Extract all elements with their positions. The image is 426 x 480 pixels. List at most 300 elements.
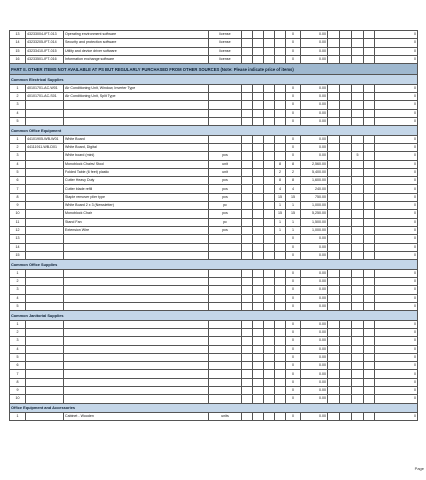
qty-cell	[264, 328, 275, 336]
qty-cell	[328, 143, 340, 151]
qty-cell	[275, 286, 286, 294]
qty-cell	[328, 251, 340, 259]
qty-cell	[253, 31, 264, 39]
qty-cell	[275, 362, 286, 370]
qty-cell	[253, 193, 264, 201]
amount-cell: 0.00	[301, 286, 328, 294]
item-code-cell: 44111911-WB-D01	[26, 143, 64, 151]
item-no-cell: 5	[10, 302, 26, 310]
qty-cell	[364, 117, 375, 125]
qty-cell	[328, 109, 340, 117]
total-qty-cell: 0	[286, 353, 301, 361]
item-description-cell	[64, 302, 209, 310]
unit-cell: pcs	[209, 210, 242, 218]
item-description-cell	[64, 294, 209, 302]
qty-cell	[352, 210, 364, 218]
item-code-cell	[26, 337, 64, 345]
amount-cell: 0.00	[301, 337, 328, 345]
qty-cell	[242, 277, 253, 285]
qty-cell	[264, 193, 275, 201]
item-code-cell	[26, 320, 64, 328]
table-row	[10, 47, 418, 55]
total-qty-cell: 1	[286, 202, 301, 210]
qty-cell	[242, 269, 253, 277]
qty-cell	[253, 168, 264, 176]
table-row	[10, 135, 418, 143]
qty-cell	[328, 218, 340, 226]
qty-cell	[340, 47, 352, 55]
item-no-cell: 7	[10, 185, 26, 193]
total-qty-cell: 0	[286, 378, 301, 386]
item-code-cell: 44101905-WB-W01	[26, 135, 64, 143]
table-row	[10, 143, 418, 151]
qty-cell	[242, 101, 253, 109]
unit-cell: pcs	[209, 185, 242, 193]
item-description-cell: Operating environment software	[64, 31, 209, 39]
qty-cell	[242, 168, 253, 176]
qty-cell	[242, 47, 253, 55]
qty-cell	[364, 235, 375, 243]
qty-cell	[242, 386, 253, 394]
item-no-cell: 6	[10, 362, 26, 370]
item-code-cell: 43233501-IFT-016	[26, 55, 64, 63]
qty-cell	[340, 193, 352, 201]
qty-cell	[328, 177, 340, 185]
qty-cell	[364, 152, 375, 160]
total-qty-cell: 0	[286, 337, 301, 345]
item-code-cell	[26, 362, 64, 370]
qty-cell	[364, 251, 375, 259]
qty-cell	[352, 117, 364, 125]
qty-cell	[242, 39, 253, 47]
item-description-cell: Air Conditioning Unit, Window, Inverter Type	[64, 84, 209, 92]
total-qty-cell: 0	[286, 47, 301, 55]
item-code-cell	[26, 386, 64, 394]
qty-cell	[364, 345, 375, 353]
qty-cell	[253, 143, 264, 151]
qty-cell	[352, 109, 364, 117]
qty-cell	[364, 92, 375, 100]
item-description-cell	[64, 117, 209, 125]
qty-cell	[328, 328, 340, 336]
amount-cell: 0.00	[301, 235, 328, 243]
qty-cell	[253, 84, 264, 92]
item-no-cell: 1	[10, 135, 26, 143]
item-description-cell	[64, 251, 209, 259]
amount-cell: 0.00	[301, 353, 328, 361]
table-row	[10, 226, 418, 234]
qty-cell	[340, 251, 352, 259]
qty-cell	[340, 210, 352, 218]
qty-cell	[328, 269, 340, 277]
qty-cell	[340, 286, 352, 294]
qty-cell	[328, 277, 340, 285]
qty-cell	[328, 294, 340, 302]
qty-cell	[242, 302, 253, 310]
total-amount-cell: 0	[375, 185, 418, 193]
qty-cell	[275, 395, 286, 403]
qty-cell	[275, 302, 286, 310]
amount-cell: 0.00	[301, 31, 328, 39]
item-code-cell	[26, 210, 64, 218]
total-amount-cell: 0	[375, 210, 418, 218]
qty-cell	[275, 277, 286, 285]
qty-cell	[275, 135, 286, 143]
qty-cell	[340, 135, 352, 143]
qty-cell	[340, 294, 352, 302]
item-code-cell: 43233205-IFT-014	[26, 39, 64, 47]
amount-cell: 750.00	[301, 193, 328, 201]
item-code-cell	[26, 345, 64, 353]
qty-cell	[253, 55, 264, 63]
item-description-cell: Monoblock Chairs/ Stool	[64, 160, 209, 168]
table-row	[10, 337, 418, 345]
qty-cell	[264, 210, 275, 218]
total-qty-cell: 0	[286, 413, 301, 421]
qty-cell	[352, 235, 364, 243]
table-row	[10, 302, 418, 310]
qty-cell	[352, 143, 364, 151]
section-title: Common Janitorial Supplies	[10, 311, 418, 321]
qty-cell	[352, 328, 364, 336]
qty-cell	[328, 226, 340, 234]
unit-cell: pcs	[209, 152, 242, 160]
item-description-cell: Information exchange software	[64, 55, 209, 63]
qty-cell	[264, 143, 275, 151]
item-no-cell: 12	[10, 226, 26, 234]
item-description-cell: Cutter blade refill	[64, 185, 209, 193]
qty-cell	[340, 185, 352, 193]
qty-cell	[352, 55, 364, 63]
item-description-cell	[64, 386, 209, 394]
amount-cell: 0.00	[301, 39, 328, 47]
table-row	[10, 413, 418, 421]
item-code-cell	[26, 109, 64, 117]
table-row	[10, 193, 418, 201]
amount-cell: 0.00	[301, 47, 328, 55]
item-no-cell: 15	[10, 47, 26, 55]
qty-cell	[253, 294, 264, 302]
qty-cell	[242, 84, 253, 92]
qty-cell	[340, 218, 352, 226]
unit-cell	[209, 362, 242, 370]
qty-cell	[364, 168, 375, 176]
item-description-cell: Staple remover plier type	[64, 193, 209, 201]
unit-cell: pcs	[209, 177, 242, 185]
unit-cell	[209, 243, 242, 251]
amount-cell: 0.00	[301, 92, 328, 100]
section-header-row	[10, 126, 418, 136]
qty-cell	[264, 101, 275, 109]
item-no-cell: 3	[10, 337, 26, 345]
qty-cell	[264, 160, 275, 168]
qty-cell	[364, 109, 375, 117]
qty-cell	[340, 226, 352, 234]
qty-cell	[264, 294, 275, 302]
qty-cell: 4	[275, 185, 286, 193]
qty-cell	[242, 135, 253, 143]
qty-cell	[364, 353, 375, 361]
qty-cell	[275, 143, 286, 151]
item-no-cell: 4	[10, 109, 26, 117]
unit-cell	[209, 117, 242, 125]
qty-cell	[275, 251, 286, 259]
total-qty-cell: 4	[286, 185, 301, 193]
total-qty-cell: 0	[286, 302, 301, 310]
item-code-cell	[26, 117, 64, 125]
qty-cell	[340, 101, 352, 109]
item-description-cell: Security and protection software	[64, 39, 209, 47]
qty-cell	[253, 386, 264, 394]
item-description-cell	[64, 378, 209, 386]
item-no-cell: 10	[10, 210, 26, 218]
qty-cell	[364, 386, 375, 394]
qty-cell	[253, 135, 264, 143]
qty-cell	[364, 320, 375, 328]
total-amount-cell: 0	[375, 168, 418, 176]
qty-cell	[275, 243, 286, 251]
item-no-cell: 2	[10, 143, 26, 151]
qty-cell	[328, 193, 340, 201]
part-header-row	[10, 64, 418, 75]
amount-cell: 2,560.00	[301, 160, 328, 168]
qty-cell	[328, 47, 340, 55]
qty-cell	[275, 117, 286, 125]
qty-cell	[242, 226, 253, 234]
qty-cell	[242, 362, 253, 370]
item-code-cell	[26, 152, 64, 160]
qty-cell	[275, 101, 286, 109]
qty-cell	[352, 168, 364, 176]
qty-cell	[264, 243, 275, 251]
ppmp-table	[9, 30, 418, 421]
total-qty-cell: 0	[286, 117, 301, 125]
qty-cell	[253, 185, 264, 193]
total-amount-cell: 0	[375, 337, 418, 345]
item-no-cell: 1	[10, 84, 26, 92]
item-code-cell	[26, 302, 64, 310]
table-row	[10, 185, 418, 193]
qty-cell	[264, 345, 275, 353]
total-amount-cell: 0	[375, 218, 418, 226]
total-amount-cell: 0	[375, 362, 418, 370]
qty-cell	[352, 302, 364, 310]
total-qty-cell: 0	[286, 386, 301, 394]
qty-cell	[364, 302, 375, 310]
item-no-cell: 3	[10, 101, 26, 109]
item-description-cell: Folded Table (6 feet) plastic	[64, 168, 209, 176]
qty-cell	[364, 39, 375, 47]
amount-cell: 1,000.00	[301, 226, 328, 234]
qty-cell	[328, 320, 340, 328]
unit-cell	[209, 92, 242, 100]
qty-cell	[364, 55, 375, 63]
table-row	[10, 320, 418, 328]
total-amount-cell: 0	[375, 117, 418, 125]
qty-cell	[264, 47, 275, 55]
total-qty-cell: 0	[286, 31, 301, 39]
qty-cell	[352, 286, 364, 294]
total-qty-cell: 0	[286, 370, 301, 378]
item-description-cell: Stand Fan	[64, 218, 209, 226]
amount-cell: 1,600.00	[301, 177, 328, 185]
qty-cell	[253, 269, 264, 277]
qty-cell	[364, 370, 375, 378]
total-amount-cell: 0	[375, 92, 418, 100]
qty-cell	[364, 337, 375, 345]
amount-cell: 0.00	[301, 143, 328, 151]
item-code-cell	[26, 243, 64, 251]
qty-cell	[264, 31, 275, 39]
qty-cell	[242, 185, 253, 193]
qty-cell	[340, 143, 352, 151]
total-amount-cell: 0	[375, 84, 418, 92]
table-row	[10, 109, 418, 117]
qty-cell	[264, 378, 275, 386]
table-row	[10, 286, 418, 294]
total-amount-cell: 0	[375, 39, 418, 47]
qty-cell	[242, 218, 253, 226]
qty-cell	[253, 302, 264, 310]
item-no-cell: 8	[10, 193, 26, 201]
total-amount-cell: 0	[375, 243, 418, 251]
total-amount-cell: 0	[375, 370, 418, 378]
unit-cell: license	[209, 39, 242, 47]
qty-cell	[364, 286, 375, 294]
unit-cell: unit	[209, 160, 242, 168]
total-qty-cell: 0	[286, 55, 301, 63]
qty-cell	[340, 31, 352, 39]
qty-cell	[328, 101, 340, 109]
table-row	[10, 101, 418, 109]
unit-cell: license	[209, 55, 242, 63]
qty-cell	[352, 362, 364, 370]
qty-cell	[352, 39, 364, 47]
item-no-cell: 5	[10, 353, 26, 361]
qty-cell	[328, 302, 340, 310]
amount-cell: 0.00	[301, 362, 328, 370]
qty-cell	[340, 395, 352, 403]
part-header: PART II. OTHER ITEMS NOT AVAILABLE AT PS BUT REGULARLY PURCHASED FROM OTHER SOURCES (Note: Please indicate price of items)	[10, 64, 418, 75]
table-row	[10, 345, 418, 353]
qty-cell	[253, 92, 264, 100]
table-row	[10, 362, 418, 370]
item-code-cell	[26, 202, 64, 210]
qty-cell	[352, 135, 364, 143]
amount-cell: 240.00	[301, 185, 328, 193]
qty-cell	[242, 210, 253, 218]
qty-cell	[340, 55, 352, 63]
total-amount-cell: 0	[375, 31, 418, 39]
qty-cell	[264, 177, 275, 185]
amount-cell: 1,500.00	[301, 218, 328, 226]
total-amount-cell: 0	[375, 226, 418, 234]
unit-cell: pc	[209, 202, 242, 210]
qty-cell	[253, 353, 264, 361]
item-code-cell	[26, 370, 64, 378]
qty-cell	[264, 55, 275, 63]
qty-cell: 1	[275, 202, 286, 210]
qty-cell	[364, 177, 375, 185]
unit-cell: unit	[209, 168, 242, 176]
amount-cell: 0.00	[301, 251, 328, 259]
total-qty-cell: 0	[286, 328, 301, 336]
amount-cell: 0.00	[301, 277, 328, 285]
unit-cell	[209, 135, 242, 143]
qty-cell	[364, 328, 375, 336]
table-row	[10, 177, 418, 185]
qty-cell	[328, 185, 340, 193]
qty-cell	[340, 386, 352, 394]
amount-cell: 5,250.00	[301, 210, 328, 218]
qty-cell	[352, 243, 364, 251]
qty-cell	[340, 117, 352, 125]
table-row	[10, 378, 418, 386]
unit-cell	[209, 294, 242, 302]
qty-cell	[328, 413, 340, 421]
qty-cell	[242, 55, 253, 63]
item-no-cell: 1	[10, 320, 26, 328]
item-code-cell	[26, 235, 64, 243]
total-amount-cell: 0	[375, 345, 418, 353]
qty-cell	[242, 31, 253, 39]
table-row	[10, 235, 418, 243]
qty-cell	[352, 47, 364, 55]
table-row	[10, 168, 418, 176]
unit-cell	[209, 386, 242, 394]
qty-cell: 15	[275, 210, 286, 218]
amount-cell: 0.00	[301, 117, 328, 125]
item-description-cell: White Board, Digital	[64, 143, 209, 151]
qty-cell	[275, 92, 286, 100]
item-description-cell: White Board 2 x 3 (Newsletter)	[64, 202, 209, 210]
qty-cell	[264, 269, 275, 277]
qty-cell	[340, 370, 352, 378]
total-amount-cell: 0	[375, 413, 418, 421]
table-row	[10, 353, 418, 361]
qty-cell	[275, 294, 286, 302]
unit-cell	[209, 337, 242, 345]
item-description-cell: Monoblock Chair	[64, 210, 209, 218]
qty-cell	[328, 135, 340, 143]
unit-cell	[209, 353, 242, 361]
item-no-cell: 7	[10, 370, 26, 378]
qty-cell	[364, 202, 375, 210]
item-no-cell: 13	[10, 235, 26, 243]
total-amount-cell: 0	[375, 277, 418, 285]
item-description-cell	[64, 328, 209, 336]
qty-cell	[340, 328, 352, 336]
qty-cell	[264, 109, 275, 117]
unit-cell: pcs	[209, 226, 242, 234]
qty-cell	[328, 210, 340, 218]
total-qty-cell: 0	[286, 286, 301, 294]
amount-cell: 0.00	[301, 320, 328, 328]
total-qty-cell: 0	[286, 277, 301, 285]
qty-cell	[352, 251, 364, 259]
qty-cell	[275, 84, 286, 92]
unit-cell: license	[209, 31, 242, 39]
qty-cell	[352, 294, 364, 302]
item-no-cell: 4	[10, 160, 26, 168]
item-description-cell	[64, 353, 209, 361]
qty-cell	[264, 302, 275, 310]
section-header-row	[10, 311, 418, 321]
table-row	[10, 92, 418, 100]
unit-cell	[209, 302, 242, 310]
qty-cell	[264, 370, 275, 378]
total-qty-cell: 0	[286, 320, 301, 328]
